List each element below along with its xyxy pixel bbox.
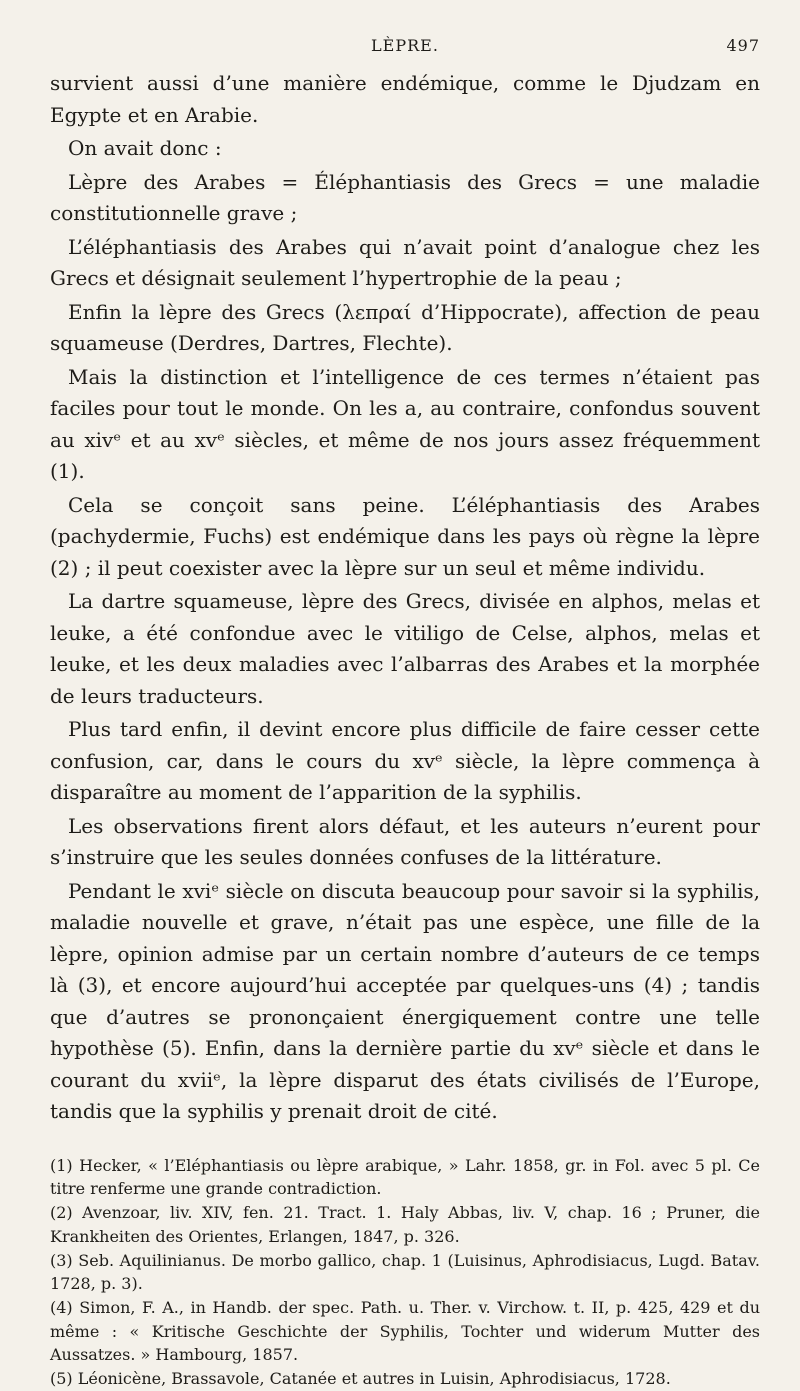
paragraph: Lèpre des Arabes = Éléphantiasis des Grecs = une maladie constitutionnelle grave ;	[50, 169, 760, 225]
paragraph: Enfin la lèpre des Grecs (λεπραί d’Hippocrate), affection de peau squameuse (Derdres, Dartres, Flechte).	[50, 299, 760, 355]
page-number: 497	[726, 36, 760, 55]
paragraph: Mais la distinction et l’intelligence de ces termes n’étaient pas faciles pour tout le monde. On les a, au contraire, confondus souvent au xivᵉ et au xvᵉ siècles, et même de nos jours assez fréquemment (1).	[50, 364, 760, 483]
body-text	[50, 68, 760, 1128]
footnote: (3) Seb. Aquilinianus. De morbo gallico, chap. 1 (Luisinus, Aphrodisiacus, Lugd. Batav. 1728, p. 3).	[50, 1250, 760, 1293]
footnotes	[50, 1154, 760, 1391]
footnote: (5) Léonicène, Brassavole, Catanée et autres in Luisin, Aphrodisiacus, 1728.	[50, 1369, 671, 1388]
footnote: (4) Simon, F. A., in Handb. der spec. Path. u. Ther. v. Virchow. t. II, p. 425, 429 et du même : « Kritische Geschichte der Syphilis, Tochter und widerum Mutter des Aussatzes. » Hambourg, 1857.	[50, 1298, 760, 1364]
running-header	[50, 30, 760, 60]
paragraph: Les observations firent alors défaut, et les auteurs n’eurent pour s’instruire que les seules données confuses de la littérature.	[50, 813, 760, 869]
footnote: (1) Hecker, « l’Eléphantiasis ou lèpre arabique, » Lahr. 1858, gr. in Fol. avec 5 pl. Ce titre renferme une grande contradiction.	[50, 1155, 760, 1198]
footnote: (2) Avenzoar, liv. XIV, fen. 21. Tract. 1. Haly Abbas, liv. V, chap. 16 ; Pruner, die Krankheiten des Orientes, Erlangen, 1847, p. 326.	[50, 1203, 760, 1246]
paragraph: L’éléphantiasis des Arabes qui n’avait point d’analogue chez les Grecs et désignait seulement l’hypertrophie de la peau ;	[50, 234, 760, 290]
paragraph: On avait donc :	[68, 136, 222, 160]
paragraph: survient aussi d’une manière endémique, comme le Djudzam en Egypte et en Arabie.	[50, 71, 760, 127]
paragraph: Plus tard enfin, il devint encore plus difficile de faire cesser cette confusion, car, dans le cours du xvᵉ siècle, la lèpre commença à disparaître au moment de l’apparition de la syphilis.	[50, 717, 760, 804]
paragraph: La dartre squameuse, lèpre des Grecs, divisée en alphos, melas et leuke, a été confondue avec le vitiligo de Celse, alphos, melas et leuke, et les deux maladies avec l’albarras des Arabes et la morphée de leurs traducteurs.	[50, 589, 760, 708]
paragraph: Pendant le xviᵉ siècle on discuta beaucoup pour savoir si la syphilis, maladie nouvelle et grave, n’était pas une espèce, une fille de la lèpre, opinion admise par un certain nombre d’auteurs de ce temps là (3), et encore aujourd’hui acceptée par quelques-uns (4) ; tandis que d’autres se prononçaient énergiquement contre une telle hypothèse (5). Enfin, dans la dernière partie du xvᵉ siècle et dans le courant du xviiᵉ, la lèpre disparut des états civilisés de l’Europe, tandis que la syphilis y prenait droit de cité.	[50, 878, 760, 1123]
paragraph: Cela se conçoit sans peine. L’éléphantiasis des Arabes (pachydermie, Fuchs) est endémique dans les pays où règne la lèpre (2) ; il peut coexister avec la lèpre sur un seul et même individu.	[50, 492, 760, 580]
document-page	[50, 30, 760, 1391]
running-title: LÈPRE.	[371, 36, 439, 55]
